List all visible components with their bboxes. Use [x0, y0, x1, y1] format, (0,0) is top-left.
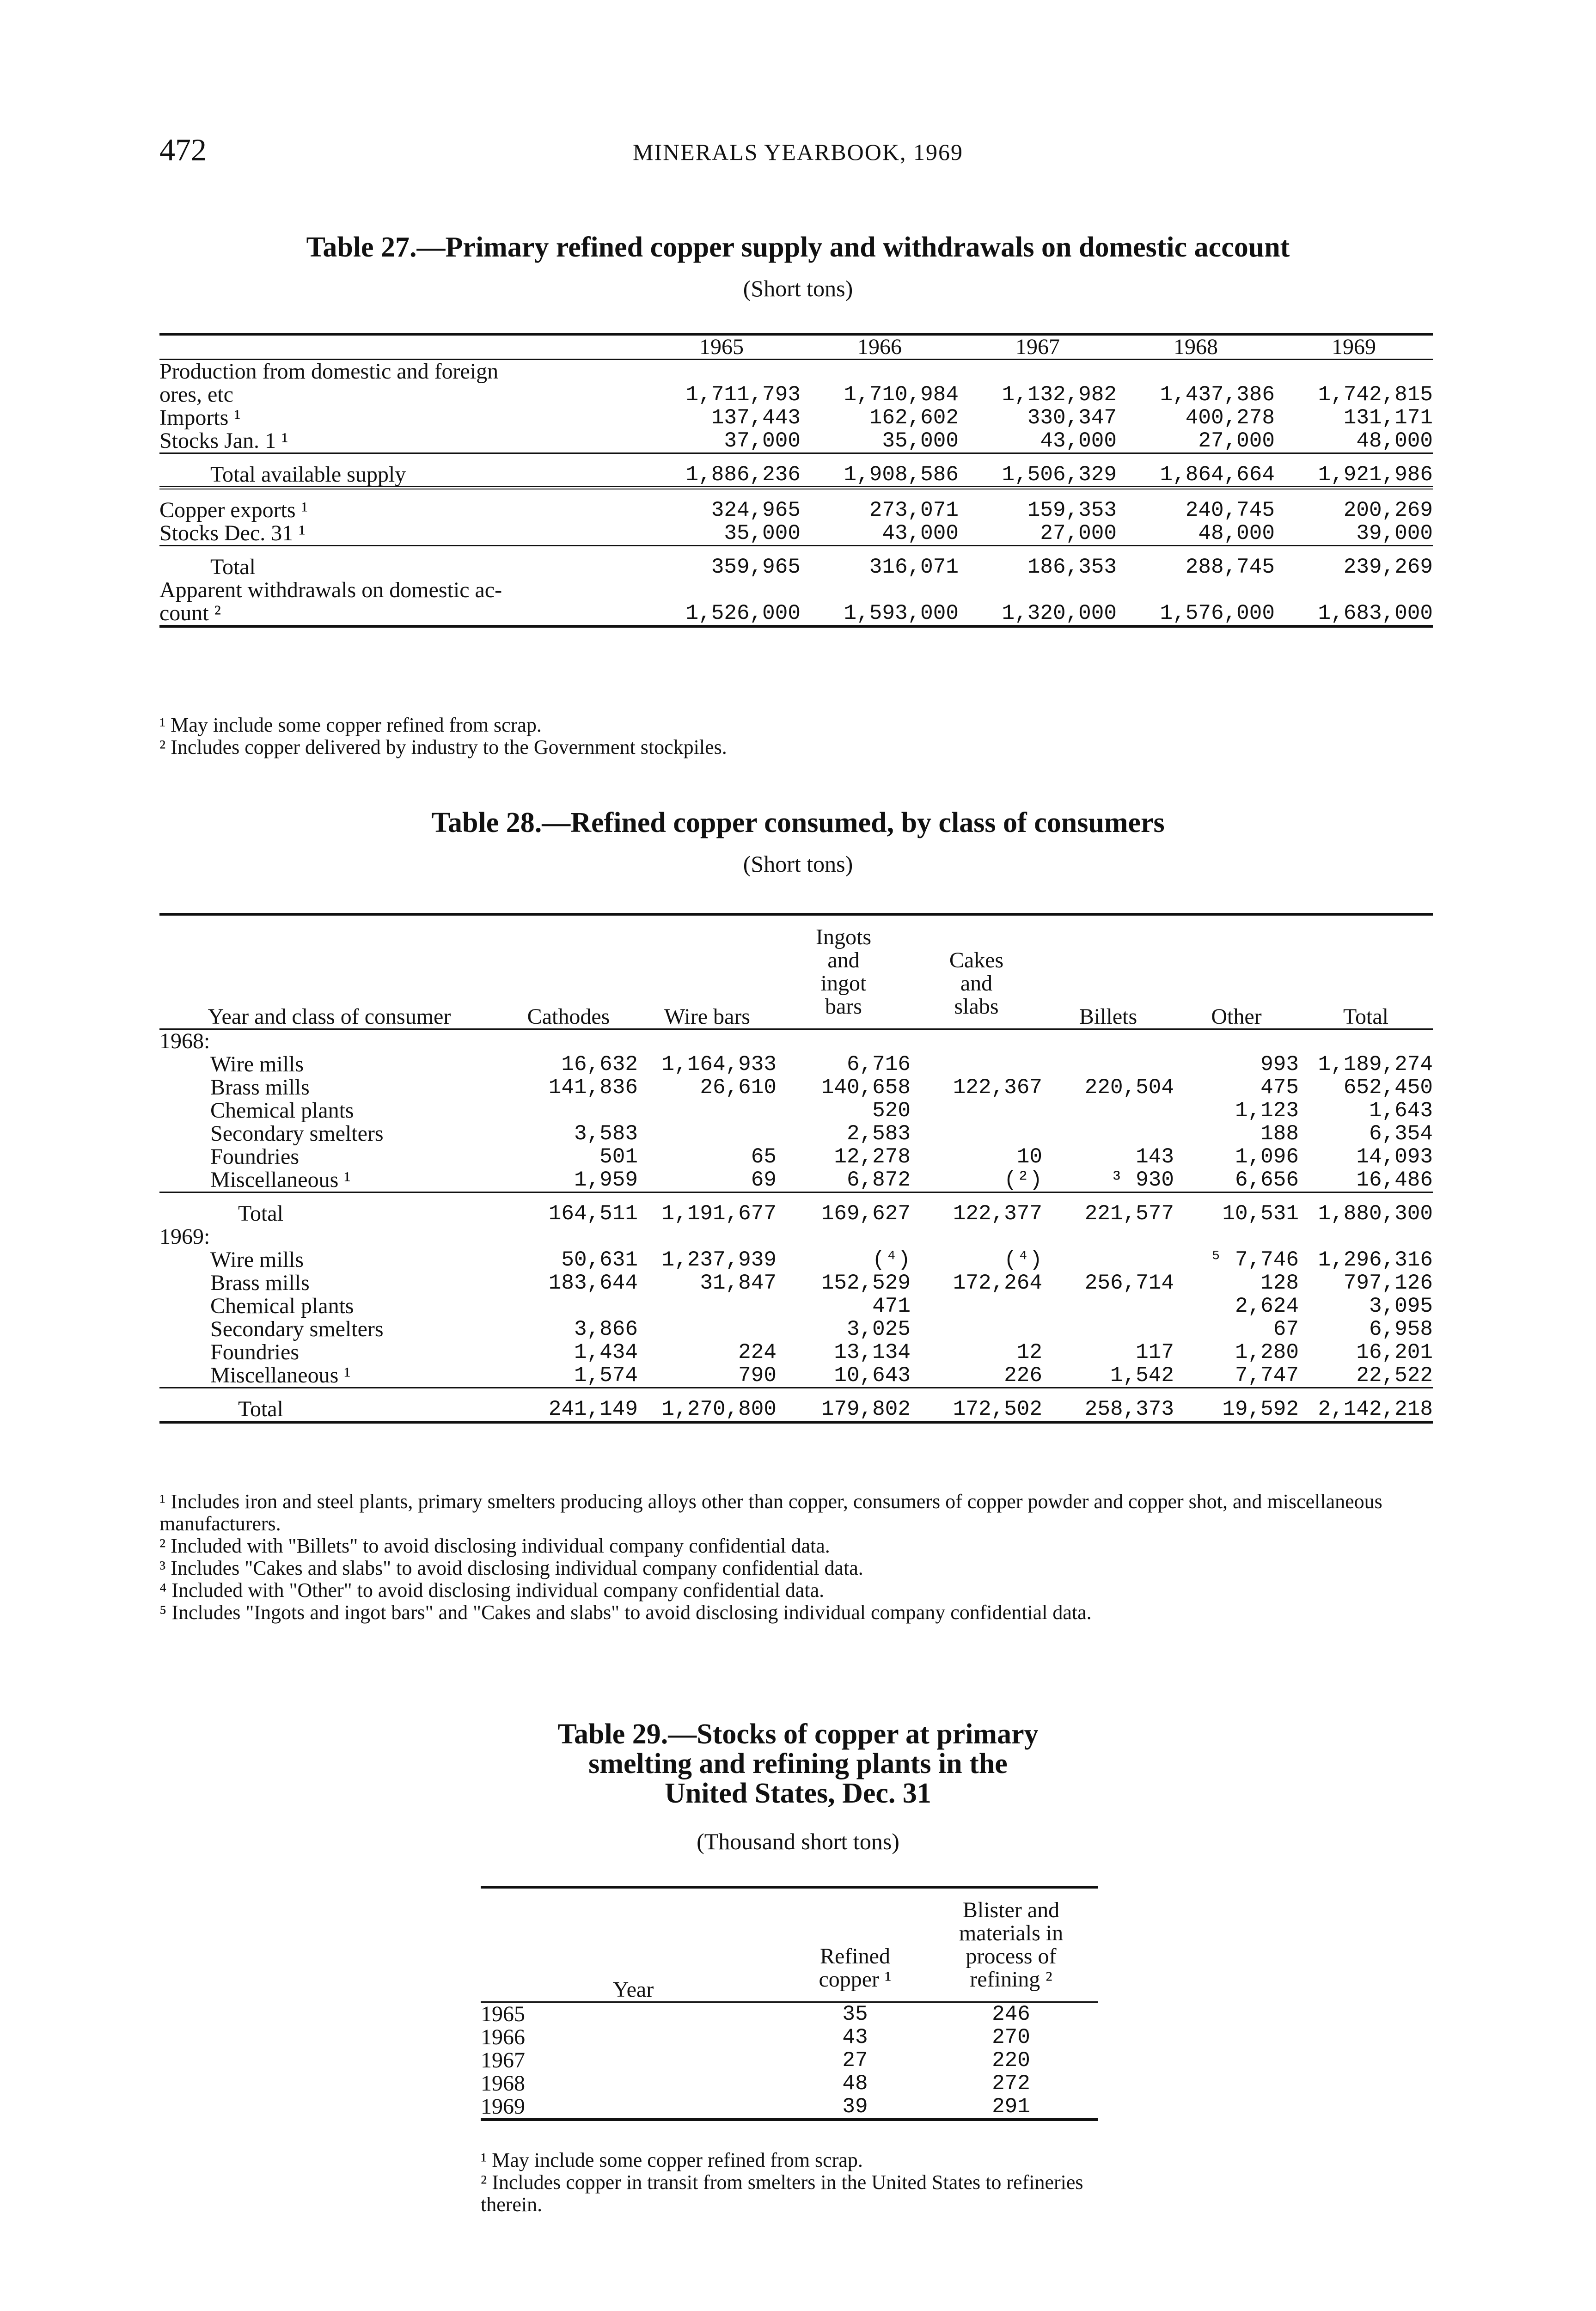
- cell-value: 291: [992, 2095, 1030, 2119]
- cell-value: 128: [1260, 1271, 1299, 1295]
- cell-value: 200,269: [1343, 498, 1433, 522]
- row-label: Stocks Dec. 31 ¹: [159, 521, 306, 545]
- cell-value: 220: [992, 2048, 1030, 2073]
- cell-value: 1,959: [574, 1168, 638, 1192]
- cell-value: 3,025: [846, 1317, 911, 1341]
- cell-value: 13,134: [834, 1340, 911, 1364]
- year-row: [159, 1029, 1433, 1053]
- cell-value: 10,643: [834, 1363, 911, 1388]
- table28-subtitle: (Short tons): [743, 851, 853, 877]
- cell-value: 1,506,329: [1002, 463, 1117, 487]
- table28-title: Table 28.—Refined copper consumed, by class of consumers: [431, 807, 1165, 838]
- table27-row: [159, 360, 1433, 384]
- cell-value: 273,071: [869, 498, 959, 522]
- footnote: ¹ Includes iron and steel plants, primary smelters producing alloys other than copper, consumers of copper powder and copper shot, and miscellaneous manufacturers.: [159, 1490, 1382, 1535]
- cell-value: 3,095: [1369, 1294, 1433, 1318]
- cell-value: 43,000: [1040, 429, 1117, 453]
- footnote: ² Included with "Billets" to avoid disclosing individual company confidential data.: [159, 1535, 830, 1557]
- cell-value: 12,278: [834, 1145, 911, 1169]
- row-label: Foundries: [210, 1144, 299, 1169]
- cell-value: 316,071: [869, 555, 959, 579]
- year-label: 1969: [481, 2094, 525, 2119]
- cell-value: 359,965: [711, 555, 801, 579]
- cell-value: 27: [842, 2048, 868, 2073]
- cell-value: 172,502: [953, 1397, 1042, 1421]
- cell-value: 152,529: [821, 1271, 911, 1295]
- cell-value: [1042, 1295, 1174, 1318]
- cell-value: [638, 1099, 777, 1122]
- col-header: Blister and materials in process of refining ²: [924, 1887, 1098, 2002]
- cell-value: 1,921,986: [1318, 463, 1433, 487]
- cell-value: [638, 1122, 777, 1145]
- cell-value: 501: [599, 1145, 638, 1169]
- table29-footnotes: [481, 2149, 1098, 2216]
- cell-value: (⁴): [872, 1248, 911, 1272]
- row-label: Total available supply: [210, 462, 406, 487]
- col-header: 1965: [642, 334, 801, 360]
- year-label: 1969:: [159, 1224, 210, 1249]
- table28-row: [159, 1341, 1433, 1364]
- cell-value: 186,353: [1027, 555, 1117, 579]
- year-row: [159, 1225, 1433, 1248]
- cell-value: [499, 1295, 638, 1318]
- cell-value: 172,264: [953, 1271, 1042, 1295]
- col-header: Other: [1174, 914, 1299, 1029]
- cell-value: 16,486: [1356, 1168, 1433, 1192]
- cell-value: 240,745: [1185, 498, 1275, 522]
- table28-row: [159, 1318, 1433, 1341]
- table29-row: [481, 2049, 1098, 2072]
- cell-value: 27,000: [1198, 429, 1275, 453]
- cell-value: 246: [992, 2002, 1030, 2026]
- col-header: 1967: [959, 334, 1117, 360]
- cell-value: 1,683,000: [1318, 601, 1433, 625]
- cell-value: 7,747: [1235, 1363, 1299, 1388]
- cell-value: 400,278: [1185, 406, 1275, 430]
- table27-subtitle: (Short tons): [743, 275, 853, 301]
- col-header: Year and class of consumer: [159, 914, 499, 1029]
- table28-row: [159, 1122, 1433, 1145]
- cell-value: 1,189,274: [1318, 1052, 1433, 1076]
- cell-value: 6,656: [1235, 1168, 1299, 1192]
- table28-header-row: [159, 914, 1433, 1029]
- cell-value: 67: [1273, 1317, 1299, 1341]
- table28-row: [159, 1099, 1433, 1122]
- cell-value: 39: [842, 2095, 868, 2119]
- cell-value: 1,164,933: [661, 1052, 777, 1076]
- row-label: Secondary smelters: [210, 1121, 384, 1146]
- cell-value: 10,531: [1222, 1202, 1299, 1226]
- cell-value: 1,191,677: [661, 1202, 777, 1226]
- cell-value: 1,593,000: [844, 601, 959, 625]
- cell-value: 1,237,939: [661, 1248, 777, 1272]
- col-header: Billets: [1042, 914, 1174, 1029]
- table29-title: [0, 1719, 1596, 1808]
- cell-value: 1,437,386: [1160, 383, 1275, 407]
- footnote: ⁵ Includes "Ingots and ingot bars" and "Cakes and slabs" to avoid disclosing individual company confidential data.: [159, 1601, 1092, 1624]
- footnote: ³ Includes "Cakes and slabs" to avoid disclosing individual company confidential data.: [159, 1557, 863, 1579]
- cell-value: 35,000: [882, 429, 959, 453]
- cell-value: 12: [1016, 1340, 1042, 1364]
- cell-value: 50,631: [561, 1248, 638, 1272]
- cell-value: 183,644: [548, 1271, 638, 1295]
- table27-title: Table 27.—Primary refined copper supply and withdrawals on domestic account: [306, 232, 1290, 263]
- cell-value: 14,093: [1356, 1145, 1433, 1169]
- col-header: Total: [1299, 914, 1433, 1029]
- table27-row: [159, 383, 1433, 406]
- row-label: Total: [238, 1397, 283, 1421]
- row-label: Wire mills: [210, 1052, 304, 1076]
- cell-value: 6,716: [846, 1052, 911, 1076]
- cell-value: 6,354: [1369, 1122, 1433, 1146]
- cell-value: 324,965: [711, 498, 801, 522]
- cell-value: 239,269: [1343, 555, 1433, 579]
- col-header: Cakes and slabs: [911, 914, 1042, 1029]
- table28-row: [159, 1364, 1433, 1388]
- cell-value: ³ 930: [1110, 1168, 1174, 1192]
- row-label: Brass mills: [210, 1075, 310, 1100]
- year-label: 1967: [481, 2048, 525, 2073]
- cell-value: 1,864,664: [1160, 463, 1275, 487]
- cell-value: 1,576,000: [1160, 601, 1275, 625]
- col-header: Refined copper ¹: [786, 1887, 924, 2002]
- cell-value: 1,320,000: [1002, 601, 1117, 625]
- cell-value: 162,602: [869, 406, 959, 430]
- row-label: Stocks Jan. 1 ¹: [159, 428, 288, 453]
- table28-row: [159, 1168, 1433, 1192]
- title-line: Table 29.—Stocks of copper at primary: [557, 1718, 1039, 1750]
- cell-value: 16,201: [1356, 1340, 1433, 1364]
- cell-value: 69: [751, 1168, 777, 1192]
- row-label: Production from domestic and foreign: [159, 359, 499, 384]
- cell-value: [1042, 1318, 1174, 1341]
- year-label: 1966: [481, 2025, 525, 2049]
- cell-value: 1,886,236: [685, 463, 801, 487]
- row-label: Miscellaneous ¹: [210, 1168, 351, 1192]
- cell-value: 16,632: [561, 1052, 638, 1076]
- cell-value: 288,745: [1185, 555, 1275, 579]
- cell-value: 6,958: [1369, 1317, 1433, 1341]
- cell-value: 1,280: [1235, 1340, 1299, 1364]
- cell-value: [911, 1318, 1042, 1341]
- table27-row: [159, 602, 1433, 626]
- cell-value: [911, 1053, 1042, 1076]
- cell-value: 520: [872, 1099, 911, 1123]
- cell-value: 26,610: [700, 1076, 777, 1100]
- footnote: ² Includes copper in transit from smelters in the United States to refineries therein.: [481, 2171, 1083, 2216]
- cell-value: 1,296,316: [1318, 1248, 1433, 1272]
- cell-value: 1,643: [1369, 1099, 1433, 1123]
- table28-total-row: [159, 1388, 1433, 1423]
- cell-value: 117: [1136, 1340, 1174, 1364]
- cell-value: 164,511: [548, 1202, 638, 1226]
- cell-value: 19,592: [1222, 1397, 1299, 1421]
- table28-row: [159, 1295, 1433, 1318]
- cell-value: 1,434: [574, 1340, 638, 1364]
- table28-row: [159, 1272, 1433, 1295]
- cell-value: 1,270,800: [661, 1397, 777, 1421]
- footnote: ⁴ Included with "Other" to avoid disclosing individual company confidential data.: [159, 1579, 825, 1602]
- cell-value: (⁴): [1004, 1248, 1042, 1272]
- cell-value: 10: [1016, 1145, 1042, 1169]
- table29: [481, 1886, 1098, 2121]
- running-title: MINERALS YEARBOOK, 1969: [633, 139, 963, 165]
- row-label: Chemical plants: [210, 1098, 354, 1123]
- table28: [159, 913, 1433, 1424]
- cell-value: 241,149: [548, 1397, 638, 1421]
- cell-value: 37,000: [724, 429, 801, 453]
- row-label: Wire mills: [210, 1247, 304, 1272]
- col-header: 1968: [1117, 334, 1275, 360]
- cell-value: 140,658: [821, 1076, 911, 1100]
- cell-value: 224: [738, 1340, 777, 1364]
- col-header: 1969: [1275, 334, 1433, 360]
- cell-value: 790: [738, 1363, 777, 1388]
- cell-value: 43,000: [882, 521, 959, 545]
- cell-value: 27,000: [1040, 521, 1117, 545]
- cell-value: 1,742,815: [1318, 383, 1433, 407]
- cell-value: 1,123: [1235, 1099, 1299, 1123]
- col-header: Cathodes: [499, 914, 638, 1029]
- cell-value: [1042, 1248, 1174, 1272]
- col-header: Ingots and ingot bars: [777, 914, 911, 1029]
- cell-value: 48: [842, 2072, 868, 2096]
- cell-value: [911, 1099, 1042, 1122]
- row-label: Brass mills: [210, 1271, 310, 1295]
- title-line: smelting and refining plants in the: [588, 1748, 1008, 1779]
- cell-value: 3,583: [574, 1122, 638, 1146]
- row-label: Total: [238, 1201, 283, 1226]
- table29-row: [481, 2095, 1098, 2120]
- row-label: Imports ¹: [159, 405, 241, 430]
- cell-value: 475: [1260, 1076, 1299, 1100]
- cell-value: 652,450: [1343, 1076, 1433, 1100]
- cell-value: [1042, 1053, 1174, 1076]
- year-label: 1968: [481, 2071, 525, 2096]
- year-label: 1968:: [159, 1029, 210, 1053]
- col-header: Year: [481, 1887, 786, 2002]
- cell-value: 39,000: [1356, 521, 1433, 545]
- cell-value: 48,000: [1356, 429, 1433, 453]
- table27-footnotes: [159, 714, 1433, 758]
- cell-value: 65: [751, 1145, 777, 1169]
- table29-row: [481, 2002, 1098, 2026]
- table27-header-row: [159, 334, 1433, 360]
- table27-row: [159, 429, 1433, 453]
- cell-value: 1,526,000: [685, 601, 801, 625]
- table27-row: [159, 488, 1433, 522]
- col-header: Wire bars: [638, 914, 777, 1029]
- table28-row: [159, 1248, 1433, 1272]
- table28-row: [159, 1076, 1433, 1099]
- table29-row: [481, 2072, 1098, 2095]
- cell-value: 258,373: [1084, 1397, 1174, 1421]
- cell-value: 1,711,793: [685, 383, 801, 407]
- cell-value: 226: [1004, 1363, 1042, 1388]
- cell-value: 43: [842, 2025, 868, 2049]
- cell-value: 159,353: [1027, 498, 1117, 522]
- cell-value: 22,522: [1356, 1363, 1433, 1388]
- cell-value: [499, 1099, 638, 1122]
- row-label: Total: [210, 555, 256, 579]
- cell-value: 188: [1260, 1122, 1299, 1146]
- cell-value: 48,000: [1198, 521, 1275, 545]
- cell-value: ⁵ 7,746: [1209, 1248, 1299, 1272]
- cell-value: 270: [992, 2025, 1030, 2049]
- cell-value: [1042, 1099, 1174, 1122]
- table29-header-row: [481, 1887, 1098, 2002]
- cell-value: 141,836: [548, 1076, 638, 1100]
- cell-value: 6,872: [846, 1168, 911, 1192]
- table27-row: [159, 453, 1433, 488]
- cell-value: 2,624: [1235, 1294, 1299, 1318]
- row-label: Foundries: [210, 1340, 299, 1364]
- cell-value: (²): [1004, 1168, 1042, 1192]
- cell-value: 31,847: [700, 1271, 777, 1295]
- footnote: ¹ May include some copper refined from scrap.: [481, 2149, 863, 2171]
- cell-value: 122,377: [953, 1202, 1042, 1226]
- cell-value: 220,504: [1084, 1076, 1174, 1100]
- title-line: United States, Dec. 31: [665, 1778, 931, 1809]
- col-header: 1966: [801, 334, 959, 360]
- cell-value: [1042, 1122, 1174, 1145]
- row-label: Chemical plants: [210, 1294, 354, 1318]
- row-label: Miscellaneous ¹: [210, 1363, 351, 1388]
- cell-value: 1,880,300: [1318, 1202, 1433, 1226]
- table28-total-row: [159, 1192, 1433, 1226]
- cell-value: 131,171: [1343, 406, 1433, 430]
- cell-value: 2,583: [846, 1122, 911, 1146]
- cell-value: 272: [992, 2072, 1030, 2096]
- year-label: 1965: [481, 2002, 525, 2026]
- cell-value: 169,627: [821, 1202, 911, 1226]
- table29-subtitle: (Thousand short tons): [697, 1828, 899, 1854]
- row-label: Secondary smelters: [210, 1317, 384, 1341]
- cell-value: 1,908,586: [844, 463, 959, 487]
- cell-value: [638, 1318, 777, 1341]
- cell-value: 256,714: [1084, 1271, 1174, 1295]
- cell-value: 330,347: [1027, 406, 1117, 430]
- cell-value: 2,142,218: [1318, 1397, 1433, 1421]
- cell-value: 1,542: [1110, 1363, 1174, 1388]
- cell-value: 1,132,982: [1002, 383, 1117, 407]
- page-number: 472: [159, 132, 207, 167]
- row-label: count ²: [159, 601, 221, 625]
- table29-row: [481, 2026, 1098, 2049]
- footnote: ² Includes copper delivered by industry to the Government stockpiles.: [159, 736, 727, 758]
- cell-value: 1,096: [1235, 1145, 1299, 1169]
- row-label: ores, etc: [159, 382, 233, 407]
- table28-row: [159, 1053, 1433, 1076]
- cell-value: 3,866: [574, 1317, 638, 1341]
- cell-value: 35,000: [724, 521, 801, 545]
- table27-row: [159, 522, 1433, 546]
- cell-value: [911, 1122, 1042, 1145]
- cell-value: [638, 1295, 777, 1318]
- row-label: Apparent withdrawals on domestic ac-: [159, 578, 502, 602]
- row-label: Copper exports ¹: [159, 498, 308, 522]
- footnote: ¹ May include some copper refined from scrap.: [159, 714, 542, 736]
- cell-value: 143: [1136, 1145, 1174, 1169]
- table27-row: [159, 579, 1433, 602]
- cell-value: 797,126: [1343, 1271, 1433, 1295]
- cell-value: [911, 1295, 1042, 1318]
- table28-row: [159, 1145, 1433, 1168]
- cell-value: 221,577: [1084, 1202, 1174, 1226]
- cell-value: 1,710,984: [844, 383, 959, 407]
- table27: [159, 333, 1433, 628]
- table27-row: [159, 546, 1433, 579]
- cell-value: 137,443: [711, 406, 801, 430]
- cell-value: 993: [1260, 1052, 1299, 1076]
- table28-footnotes: [159, 1491, 1433, 1624]
- table27-row: [159, 406, 1433, 429]
- cell-value: 35: [842, 2002, 868, 2026]
- cell-value: 122,367: [953, 1076, 1042, 1100]
- cell-value: 179,802: [821, 1397, 911, 1421]
- cell-value: 471: [872, 1294, 911, 1318]
- cell-value: 1,574: [574, 1363, 638, 1388]
